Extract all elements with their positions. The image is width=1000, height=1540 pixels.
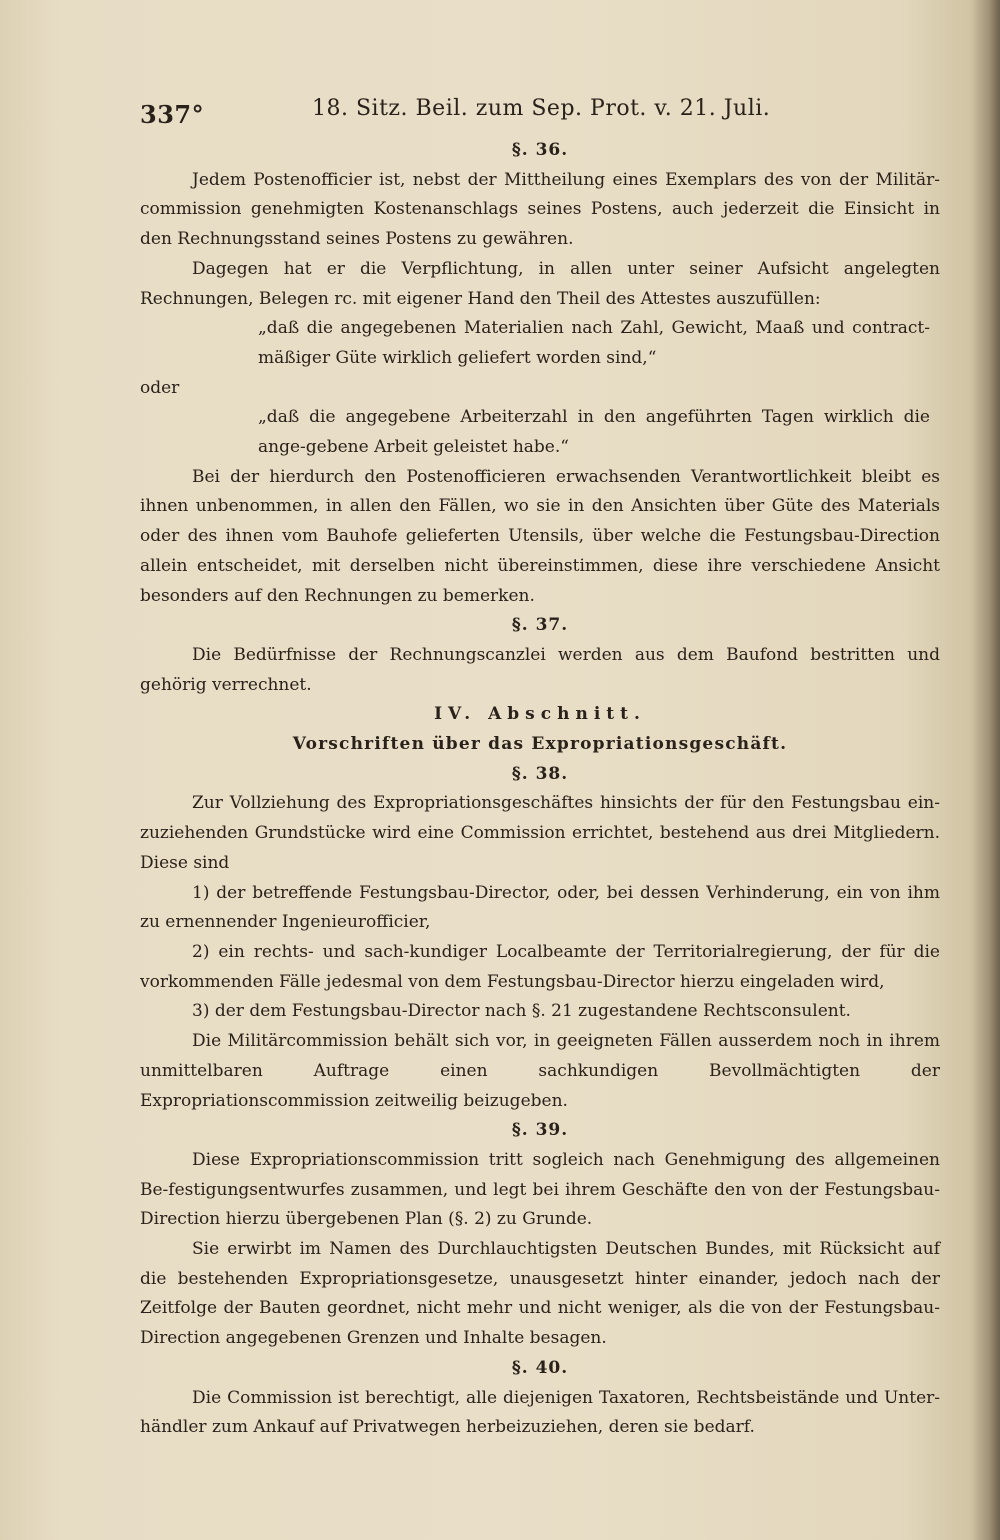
paragraph-36-1: Jedem Postenofficier ist, nebst der Mittheilung eines Exemplars des von der Militär-commission genehmigten Kostenanschlags seines Postens, auch jederzeit die Einsicht in den Rechnungsstand seines Postens zu gewähren. [140, 169, 940, 250]
page-header [140, 96, 920, 136]
section-heading-38: §. 38. [511, 763, 569, 784]
list-item-38-2: 2) ein rechts- und sach-kundiger Localbeamte der Territorialregierung, der für die vorkommenden Fälle jedesmal von dem Festungsbau-Director hierzu eingeladen wird, [140, 941, 940, 992]
page-number: 337° [140, 100, 205, 129]
paragraph-38-2: Die Militärcommission behält sich vor, in geeigneten Fällen ausserdem noch in ihrem unmittelbaren Auftrage einen sachkundigen Bevollmächtigten der Expropriationscommission zeitweilig beizugeben. [140, 1031, 940, 1111]
section-heading-40: §. 40. [511, 1357, 569, 1378]
list-item-38-1: 1) der betreffende Festungsbau-Director, oder, bei dessen Verhinderung, ein von ihm zu ernennender Ingenieurofficier, [140, 882, 940, 933]
paragraph-36-3: Bei der hierdurch den Postenofficieren erwachsenden Verantwortlichkeit bleibt es ihnen unbenommen, in allen den Fällen, wo sie in den Ansichten über Güte des Materials oder des ihnen vom Bauhofe gelieferten Utensils, über welche die Festungsbau-Direction allein entscheidet, mit derselben nicht übereinstimmen, diese ihre verschiedene Ansicht besonders auf den Rechnungen zu bemerken. [140, 466, 940, 606]
quote-36-2: „daß die angegebene Arbeiterzahl in den angeführten Tagen wirklich die ange-gebene Arbeit geleistet habe.“ [258, 407, 930, 458]
paragraph-40-1: Die Commission ist berechtigt, alle diejenigen Taxatoren, Rechtsbeistände und Unter-händler zum Ankauf auf Privatwegen herbeizuziehen, deren sie bedarf. [140, 1387, 940, 1438]
page-edge-shadow [972, 0, 1000, 1540]
running-head: 18. Sitz. Beil. zum Sep. Prot. v. 21. Juli. [312, 96, 771, 121]
paragraph-39-1: Diese Expropriationscommission tritt sogleich nach Genehmigung des allgemeinen Be-festigungsentwurfes zusammen, und legt bei ihrem Geschäfte den von der Festungsbau-Direction hierzu übergebenen Plan (§. 2) zu Grunde. [140, 1149, 940, 1230]
conjunction-oder: oder [140, 377, 180, 398]
paragraph-36-2: Dagegen hat er die Verpflichtung, in allen unter seiner Aufsicht angelegten Rechnungen, Belegen rc. mit eigener Hand den Theil des Attestes auszufüllen: [140, 258, 940, 309]
chapter-number: IV. Abschnitt. [434, 704, 646, 725]
section-heading-39: §. 39. [511, 1120, 569, 1141]
section-heading-36: §. 36. [511, 140, 569, 160]
section-heading-37: §. 37. [511, 615, 569, 636]
quote-36-1: „daß die angegebenen Materialien nach Zahl, Gewicht, Maaß und contract-mäßiger Güte wirklich geliefert worden sind,“ [258, 318, 930, 368]
paragraph-38-1: Zur Vollziehung des Expropriationsgeschäftes hinsichts der für den Festungsbau ein-zuziehenden Grundstücke wird eine Commission errichtet, bestehend aus drei Mitgliedern. Diese sind [140, 793, 940, 873]
page-body [140, 136, 940, 1443]
paragraph-37-1: Die Bedürfnisse der Rechnungscanzlei werden aus dem Baufond bestritten und gehörig verrechnet. [140, 644, 940, 695]
chapter-title: Vorschriften über das Expropriationsgeschäft. [292, 734, 788, 755]
paragraph-39-2: Sie erwirbt im Namen des Durchlauchtigsten Deutschen Bundes, mit Rücksicht auf die bestehenden Expropriationsgesetze, unausgesetzt hinter einander, jedoch nach der Zeitfolge der Bauten geordnet, nicht mehr und nicht weniger, als die von der Festungsbau-Direction angegebenen Grenzen und Inhalte besagen. [140, 1239, 940, 1349]
list-item-38-3: 3) der dem Festungsbau-Director nach §. 21 zugestandene Rechtsconsulent. [192, 1001, 851, 1022]
